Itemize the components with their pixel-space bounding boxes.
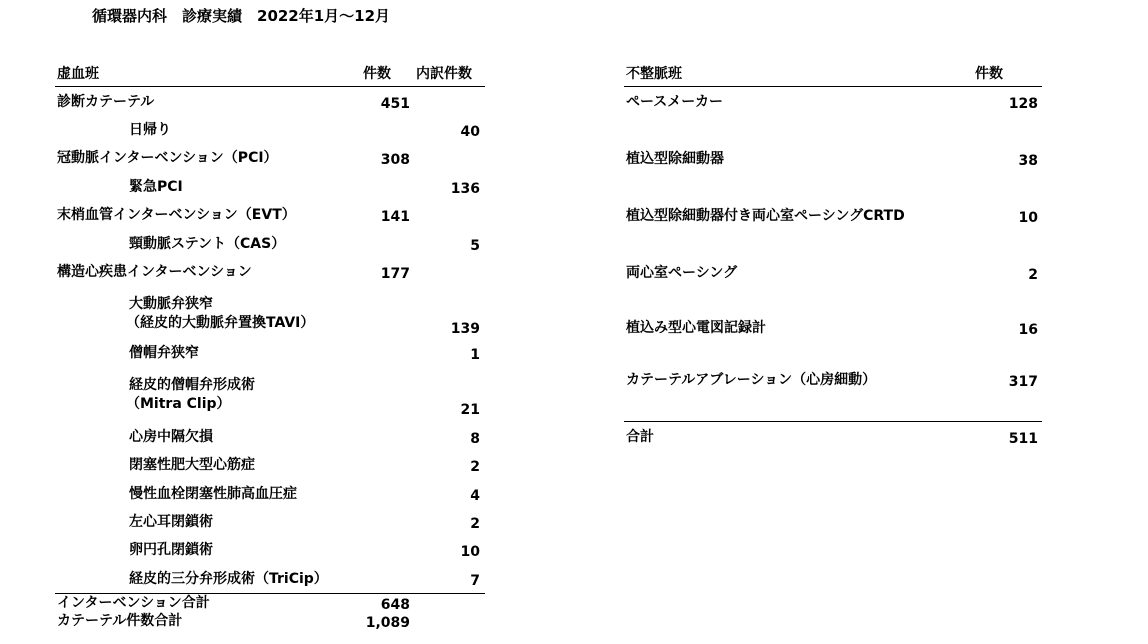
ischemia-total-divider [55, 593, 485, 594]
row-label: 日帰り [129, 122, 171, 138]
row-label: 卵円孔閉鎖術 [129, 542, 213, 558]
row-sub-count: 1 [470, 347, 480, 363]
arrhythmia-header-count: 件数 [975, 66, 1003, 82]
row-count: 16 [1018, 322, 1038, 338]
catheter-total-label: カテーテル件数合計 [57, 613, 183, 629]
row-sub-count: 139 [450, 321, 480, 337]
ischemia-header-divider [55, 86, 485, 87]
row-count: 317 [1008, 374, 1038, 390]
row-count: 38 [1018, 153, 1038, 169]
row-label: 僧帽弁狭窄 [129, 345, 199, 361]
row-label: 頸動脈ステント（CAS） [129, 236, 286, 252]
row-label: 大動脈弁狭窄 [129, 296, 213, 312]
row-sub-count: 4 [470, 488, 480, 504]
row-sub-count: 136 [450, 181, 480, 197]
row-sub-count: 8 [470, 431, 480, 447]
row-count: 141 [380, 209, 410, 225]
intervention-total-count: 648 [380, 597, 410, 613]
row-sub-count: 40 [460, 124, 480, 140]
row-sub-count: 21 [460, 402, 480, 418]
row-label: 冠動脈インターベンション（PCI） [57, 150, 278, 166]
row-sub-count: 7 [470, 573, 480, 589]
intervention-total-label: インターベンション合計 [57, 595, 210, 611]
row-label: 経皮的僧帽弁形成術 [129, 377, 255, 393]
row-count: 10 [1018, 210, 1038, 226]
row-label-detail: （経皮的大動脈弁置換TAVI） [126, 315, 315, 331]
catheter-total-count: 1,089 [365, 615, 410, 631]
row-label: 左心耳閉鎖術 [129, 514, 213, 530]
row-sub-count: 2 [470, 459, 480, 475]
row-count: 2 [1028, 267, 1038, 283]
row-sub-count: 2 [470, 516, 480, 532]
row-label: 両心室ペーシング [626, 265, 738, 281]
row-count: 451 [380, 96, 410, 112]
row-sub-count: 10 [460, 544, 480, 560]
row-label: 植込型除細動器付き両心室ペーシングCRTD [626, 208, 905, 224]
arrhythmia-header-name: 不整脈班 [626, 66, 682, 82]
row-count: 308 [380, 152, 410, 168]
ischemia-header-name: 虚血班 [57, 66, 99, 82]
row-label: 緊急PCI [129, 179, 183, 195]
row-label: 植込み型心電図記録計 [626, 320, 766, 336]
row-label: 経皮的三分弁形成術（TriCip） [129, 571, 328, 587]
arrhythmia-header-divider [624, 86, 1042, 87]
row-label: 構造心疾患インターベンション [57, 264, 252, 280]
row-label: カテーテルアブレーション（心房細動） [626, 372, 877, 388]
row-label: ペースメーカー [626, 94, 724, 110]
page-title: 循環器内科 診療実績 2022年1月～12月 [92, 7, 391, 25]
row-count: 177 [380, 266, 410, 282]
arrhythmia-total-label: 合計 [626, 429, 654, 445]
arrhythmia-total-count: 511 [1008, 431, 1038, 447]
row-label: 植込型除細動器 [626, 151, 724, 167]
row-label: 末梢血管インターベンション（EVT） [57, 207, 296, 223]
ischemia-header-count: 件数 [363, 66, 391, 82]
arrhythmia-total-divider [624, 421, 1042, 422]
row-count: 128 [1008, 96, 1038, 112]
row-label-detail: （Mitra Clip） [126, 396, 231, 412]
row-label: 診断カテーテル [57, 94, 155, 110]
row-label: 慢性血栓閉塞性肺高血圧症 [129, 486, 297, 502]
row-label: 心房中隔欠損 [129, 429, 213, 445]
row-sub-count: 5 [470, 238, 480, 254]
row-label: 閉塞性肥大型心筋症 [129, 457, 255, 473]
ischemia-header-sub: 内訳件数 [416, 66, 472, 82]
